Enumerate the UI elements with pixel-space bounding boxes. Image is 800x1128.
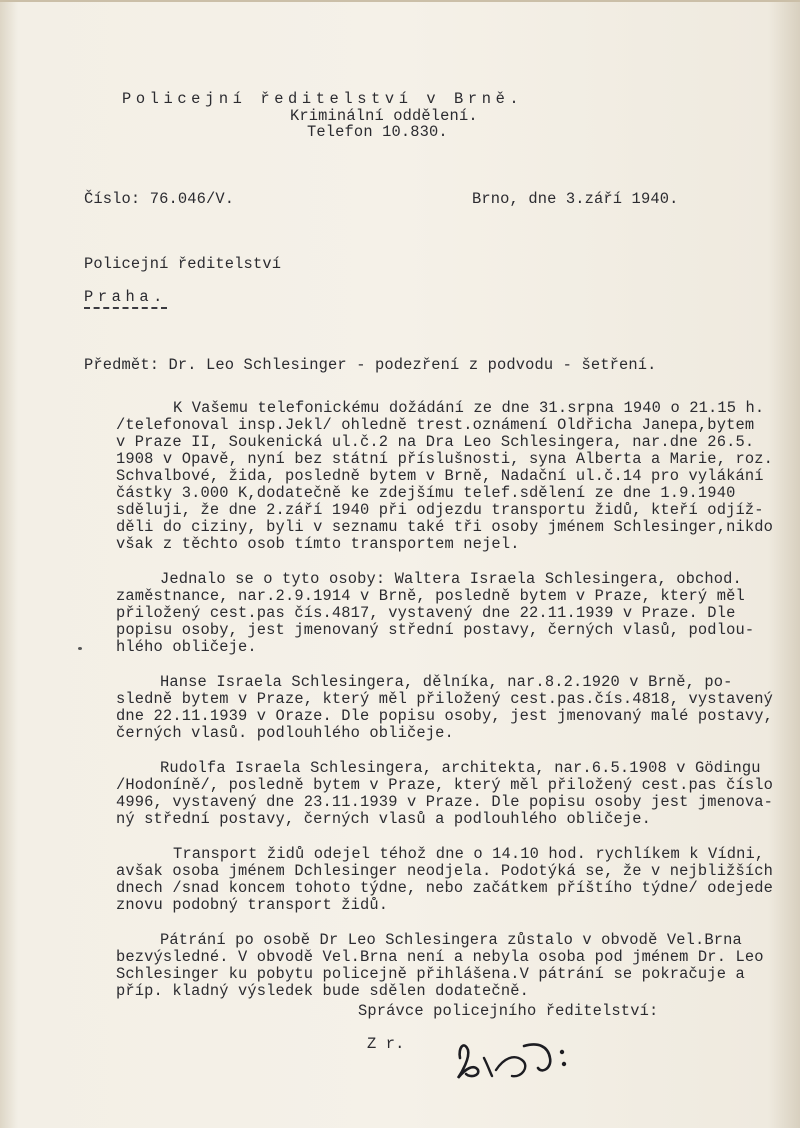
recipient-city-text: Praha. — [84, 288, 167, 309]
body-line: v Praze II, Soukenická ul.č.2 na Dra Leo Schlesingera, nar.dne 26.5. — [116, 433, 755, 451]
body-line: příp. kladný výsledek bude sdělen dodatečně. — [116, 982, 529, 1000]
subject-line: Předmět: Dr. Leo Schlesinger - podezření z podvodu - šetření. — [84, 356, 657, 374]
body-line: však z těchto osob tímto transportem nejel. — [116, 535, 520, 553]
body-line: bezvýsledné. V obvodě Vel.Brna není a nebyla osoba pod jménem Dr. Leo — [116, 948, 764, 966]
place-date: Brno, dne 3.září 1940. — [472, 190, 679, 208]
signature-image — [452, 1028, 592, 1088]
body-line: černých vlasů. podlouhlého obličeje. — [116, 724, 454, 742]
body-line: zaměstnance, nar.2.9.1914 v Brně, posledně bytem v Praze, který měl — [116, 587, 745, 605]
body-line: Pátrání po osobě Dr Leo Schlesingera zůstalo v obvodě Vel.Brna — [160, 931, 742, 949]
header-office: Policejní ředitelství v Brně. — [122, 90, 524, 108]
body-line: hlého obličeje. — [116, 638, 257, 656]
body-line: děli do ciziny, byli v seznamu také tři osoby jménem Schlesinger,nikdo — [116, 518, 774, 536]
body-line: dne 22.11.1939 v Oraze. Dle popisu osoby, jest jmenovaný malé postavy, — [116, 707, 774, 725]
body-line: znovu podobný transport židů. — [116, 896, 389, 914]
body-line: dnech /snad koncem tohoto týdne, nebo začátkem příštího týdne/ odejede — [116, 879, 774, 897]
body-line: Hanse Israela Schlesingera, dělníka, nar.8.2.1920 v Brně, po- — [160, 673, 733, 691]
ink-speck — [78, 647, 82, 650]
body-line: ný střední postavy, černých vlasů a podlouhlého obličeje. — [116, 810, 651, 828]
body-line: /Hodoníně/, posledně bytem v Praze, který měl přiložený cest.pas číslo — [116, 776, 774, 794]
body-line: Schvalbové, žida, posledně bytem v Brně, Nadační ul.č.14 pro vylákání — [116, 467, 764, 485]
recipient-name: Policejní ředitelství — [84, 255, 282, 273]
closing-title: Správce policejního ředitelství: — [358, 1002, 659, 1020]
body-line: Jednalo se o tyto osoby: Waltera Israela Schlesingera, obchod. — [160, 570, 742, 588]
closing-zr: Z r. — [367, 1035, 405, 1053]
body-line: 4996, vystavený dne 23.11.1939 v Praze. Dle popisu osoby jest jmenova- — [116, 793, 774, 811]
document-number: Číslo: 76.046/V. — [84, 190, 235, 208]
recipient-city — [84, 289, 167, 306]
body-line: sledně bytem v Praze, který měl přiložený cest.pas.čís.4818, vystavený — [116, 690, 774, 708]
body-line: K Vašemu telefonickému dožádání ze dne 31.srpna 1940 o 21.15 h. — [173, 399, 765, 417]
header-phone: Telefon 10.830. — [307, 123, 448, 141]
body-line: 1908 v Opavě, nyní bez státní příslušnosti, syna Alberta a Marie, roz. — [116, 450, 774, 468]
body-line: avšak osoba jménem Dchlesinger neodjela. Podotýká se, že v nejbližších — [116, 862, 774, 880]
body-line: přiložený cest.pas čís.4817, vystavený dne 22.11.1939 v Praze. Dle — [116, 604, 736, 622]
body-line: Rudolfa Israela Schlesingera, architekta, nar.6.5.1908 v Gödingu — [160, 759, 761, 777]
header-department: Kriminální oddělení. — [290, 107, 478, 125]
body-line: Schlesinger ku pobytu policejně přihlášena.V pátrání se pokračuje a — [116, 965, 745, 983]
body-line: /telefonoval insp.Jekl/ ohledně trest.oznámení Oldřicha Janepa,bytem — [116, 416, 755, 434]
body-line: částky 3.000 K,dodatečně ke zdejšímu telef.sdělení ze dne 1.9.1940 — [116, 484, 736, 502]
body-line: Transport židů odejel téhož dne o 14.10 hod. rychlíkem k Vídni, — [173, 845, 765, 863]
body-line: popisu osoby, jest jmenovaný střední postavy, černých vlasů, podlou- — [116, 621, 755, 639]
body-line: sděluji, že dne 2.září 1940 při odjezdu transportu židů, kteří odjíž- — [116, 501, 764, 519]
